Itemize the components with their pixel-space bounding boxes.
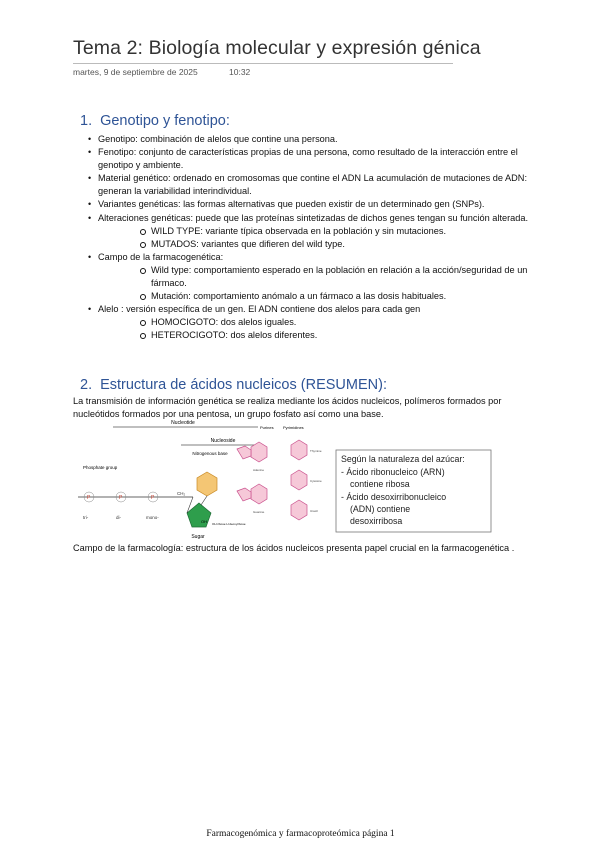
sugar-shape <box>187 503 211 527</box>
info-box-adn-detail: (ADN) contiene <box>350 504 411 514</box>
list-item <box>73 172 541 198</box>
sub-bullet-text: Wild type: comportamiento esperado en la población en relación a la acción/seguridad de un fármaco. <box>151 264 528 289</box>
ch2-label: CH₂ <box>177 491 186 496</box>
cytosine-ring <box>291 470 307 490</box>
list-item <box>73 251 541 303</box>
section-1-number: 1. <box>80 113 93 129</box>
phosphate-atom: P <box>151 495 155 501</box>
sub-list-item <box>98 238 541 251</box>
sub-list <box>98 316 541 342</box>
purines-label: Purines <box>260 425 274 430</box>
info-box-arn-detail: contiene ribosa <box>350 479 410 489</box>
nucleotide-label: Nucleotide <box>171 420 195 426</box>
sub-bullet-text: MUTADOS: variantes que difieren del wild type. <box>151 238 345 249</box>
sugar-label: Sugar <box>191 534 205 540</box>
sub-bullet-text: HOMOCIGOTO: dos alelos iguales. <box>151 317 297 328</box>
conclusion-text: Campo de la farmacología: estructura de los ácidos nucleicos presenta papel crucial en la farmacogenética . <box>73 543 515 553</box>
di-label: di- <box>116 515 122 520</box>
list-item <box>73 146 541 172</box>
list-item <box>73 212 541 251</box>
thymine-ring <box>291 440 307 460</box>
bullet-text: Campo de la farmacogenética: <box>98 251 224 262</box>
guanine-label: Guanine <box>253 510 265 514</box>
page-title: Tema 2: Biología molecular y expresión génica <box>73 37 481 59</box>
bullet-text: Alteraciones genéticas: puede que las proteínas sintetizadas de dichos genes tengan su función alterada. <box>98 212 529 223</box>
sub-bullet-text: HETEROCIGOTO: dos alelos diferentes. <box>151 330 318 341</box>
base-link <box>201 496 207 505</box>
bullet-text: Variantes genéticas: las formas alternativas que pueden existir de un determinado gen (SNPs). <box>98 199 485 210</box>
phosphate-atom: P <box>87 495 91 501</box>
section-2-intro: La transmisión de información genética se realiza mediante los ácidos nucleicos, polímeros formados por nucleótidos formados por una pentosa, un grupo fosfato así como una base. <box>73 396 502 420</box>
sub-list-item <box>98 316 541 329</box>
guanine-ring <box>251 484 267 504</box>
tri-label: tri- <box>83 515 89 520</box>
sub-list-item <box>98 264 541 290</box>
sub-list-item <box>98 290 541 303</box>
nucleotide-diagram <box>73 417 493 541</box>
adenine-ring-2 <box>237 446 251 459</box>
sub-bullet-text: Mutación: comportamiento anómalo a un fármaco a las dosis habituales. <box>151 291 447 302</box>
guanine-ring-2 <box>237 488 251 501</box>
bullet-text: Alelo : versión específica de un gen. El ADN contiene dos alelos para cada gen <box>98 304 421 315</box>
note-date: martes, 9 de septiembre de 2025 <box>73 67 198 77</box>
phosphate-atom: P <box>119 495 123 501</box>
oh-label: OH <box>201 519 207 524</box>
section-1-title: Genotipo y fenotipo: <box>100 113 230 129</box>
info-box-adn: - Ácido desoxirribonucleico <box>341 492 447 502</box>
nucleoside-label: Nucleoside <box>210 438 236 444</box>
sub-list <box>98 225 541 251</box>
nucleotide-figure <box>73 417 493 541</box>
bullet-text: Fenotipo: conjunto de características propias de una persona, como resultado de la interacción entre el genotipo y ambiente. <box>98 147 518 171</box>
section-1-heading <box>73 113 541 129</box>
section-2-title: Estructura de ácidos nucleicos (RESUMEN): <box>100 377 387 393</box>
section-genotipo <box>73 113 541 343</box>
section-acidos-nucleicos <box>73 377 541 422</box>
info-box-arn: - Ácido ribonucleico (ARN) <box>341 467 445 477</box>
bullet-text: Genotipo: combinación de alelos que contine una persona. <box>98 134 338 144</box>
sub-bullet-text: WILD TYPE: variante típica observada en la población y sin mutaciones. <box>151 225 447 236</box>
sub-list <box>98 264 541 303</box>
note-time: 10:32 <box>229 67 251 77</box>
info-box-title: Según la naturaleza del azúcar: <box>341 454 465 464</box>
title-divider <box>73 63 453 64</box>
section-1-list <box>73 133 541 343</box>
bullet-text: Material genético: ordenado en cromosomas que contine el ADN La acumulación de mutaciones de ADN: generan la variabilidad interindividual. <box>98 173 527 197</box>
ribose-label: OH ribose H deoxyribose <box>212 522 246 526</box>
nitrogenous-base-shape <box>197 472 217 496</box>
info-box-adn-detail-2: desoxirribosa <box>350 516 403 526</box>
base-label: Nitrogenous base <box>192 451 228 456</box>
list-item <box>73 133 541 146</box>
section-2-number: 2. <box>80 377 93 393</box>
section-2-heading <box>73 377 541 393</box>
adenine-label: Adenine <box>253 468 265 472</box>
cytosine-label: Cytosine <box>310 479 322 483</box>
sub-list-item <box>98 329 541 342</box>
pyrimidines-label: Pyrimidines <box>283 425 304 430</box>
sub-list-item <box>98 225 541 238</box>
mono-label: mono- <box>146 515 159 520</box>
list-item <box>73 198 541 211</box>
thymine-label: Thymine <box>310 449 322 453</box>
phosphate-label: Phosphate group <box>83 465 118 470</box>
section-2-conclusion <box>73 542 541 555</box>
page-footer: Farmacogenómica y farmacoproteómica página 1 <box>206 829 395 839</box>
list-item <box>73 303 541 342</box>
uracil-label: Uracil <box>310 509 318 513</box>
uracil-ring <box>291 500 307 520</box>
